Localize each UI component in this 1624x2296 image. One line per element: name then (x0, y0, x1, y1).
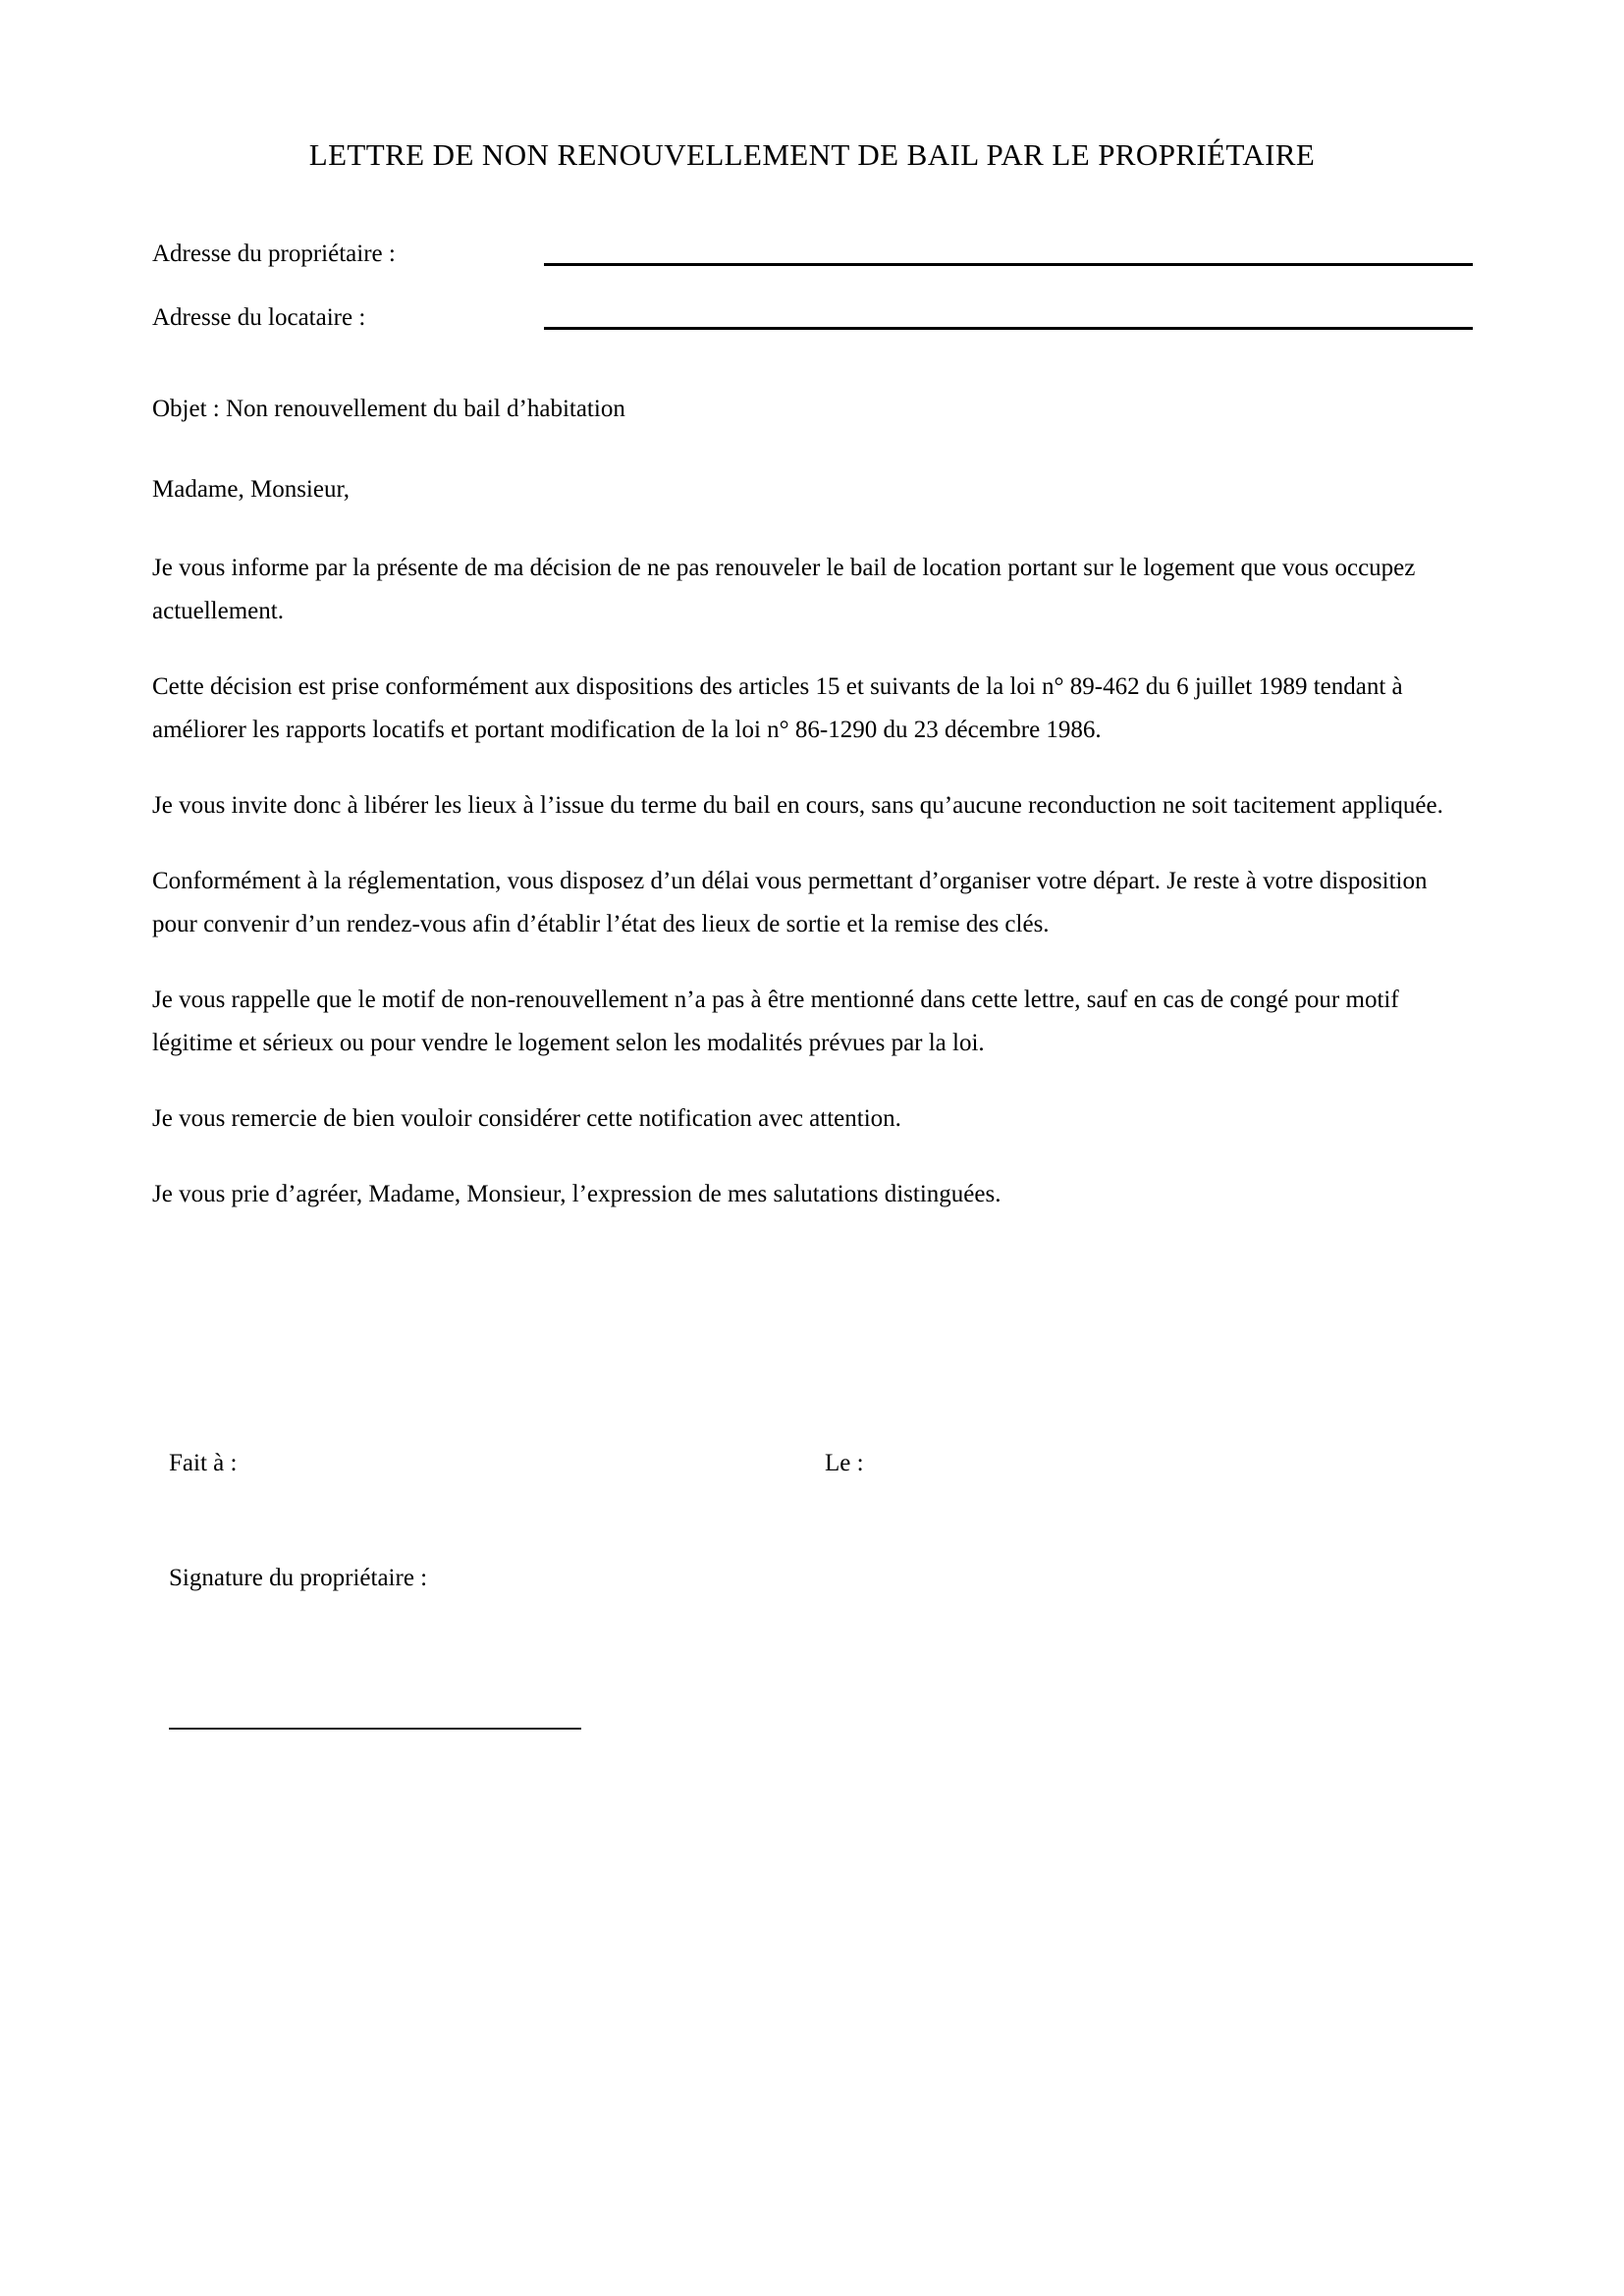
address-row-tenant (152, 303, 1473, 367)
address-row-owner (152, 240, 1473, 303)
closing-formula: Je vous prie d’agréer, Madame, Monsieur, l’expression de mes salutations distinguées. (152, 1181, 1001, 1207)
body-paragraph-2: Cette décision est prise conformément aux dispositions des articles 15 et suivants de la loi n° 89-462 du 6 juillet 1989 tendant à améliorer les rapports locatifs et portant modification de la loi n° 86-1290 du 23 décembre 1986. (152, 673, 1403, 743)
salutation: Madame, Monsieur, (152, 476, 351, 503)
owner-address-label: Adresse du propriétaire : (152, 240, 396, 267)
signature-line[interactable] (169, 1728, 581, 1730)
letter-body (152, 388, 1476, 1249)
page-title: LETTRE DE NON RENOUVELLEMENT DE BAIL PAR LE PROPRIÉTAIRE (308, 136, 1316, 172)
tenant-address-label: Adresse du locataire : (152, 304, 366, 331)
address-block (152, 240, 1473, 367)
place-label[interactable]: Fait à : (169, 1450, 238, 1476)
subject-line: Objet : Non renouvellement du bail d’habitation (152, 396, 625, 422)
body-paragraph-1: Je vous informe par la présente de ma décision de ne pas renouveler le bail de location portant sur le logement que vous occupez actuellement. (152, 555, 1416, 624)
place-date-row (169, 1450, 1475, 1489)
body-paragraph-5: Je vous rappelle que le motif de non-renouvellement n’a pas à être mentionné dans cette lettre, sauf en cas de congé pour motif légitime et sérieux ou pour vendre le logement selon les modalités prévues par la loi. (152, 987, 1399, 1056)
owner-address-input-line[interactable] (544, 263, 1473, 266)
body-paragraph-3: Je vous invite donc à libérer les lieux à l’issue du terme du bail en cours, sans qu’aucune reconduction ne soit tacitement appliquée. (152, 792, 1443, 819)
tenant-address-input-line[interactable] (544, 327, 1473, 330)
signature-label: Signature du propriétaire : (169, 1565, 428, 1591)
date-label[interactable]: Le : (825, 1450, 864, 1476)
body-paragraph-6: Je vous remercie de bien vouloir considérer cette notification avec attention. (152, 1105, 901, 1132)
body-paragraph-4: Conformément à la réglementation, vous disposez d’un délai vous permettant d’organiser votre départ. Je reste à votre disposition pour convenir d’un rendez-vous afin d’établir l’état des lieux de sortie et la remise des clés. (152, 868, 1428, 937)
signature-area (169, 1450, 1475, 1591)
